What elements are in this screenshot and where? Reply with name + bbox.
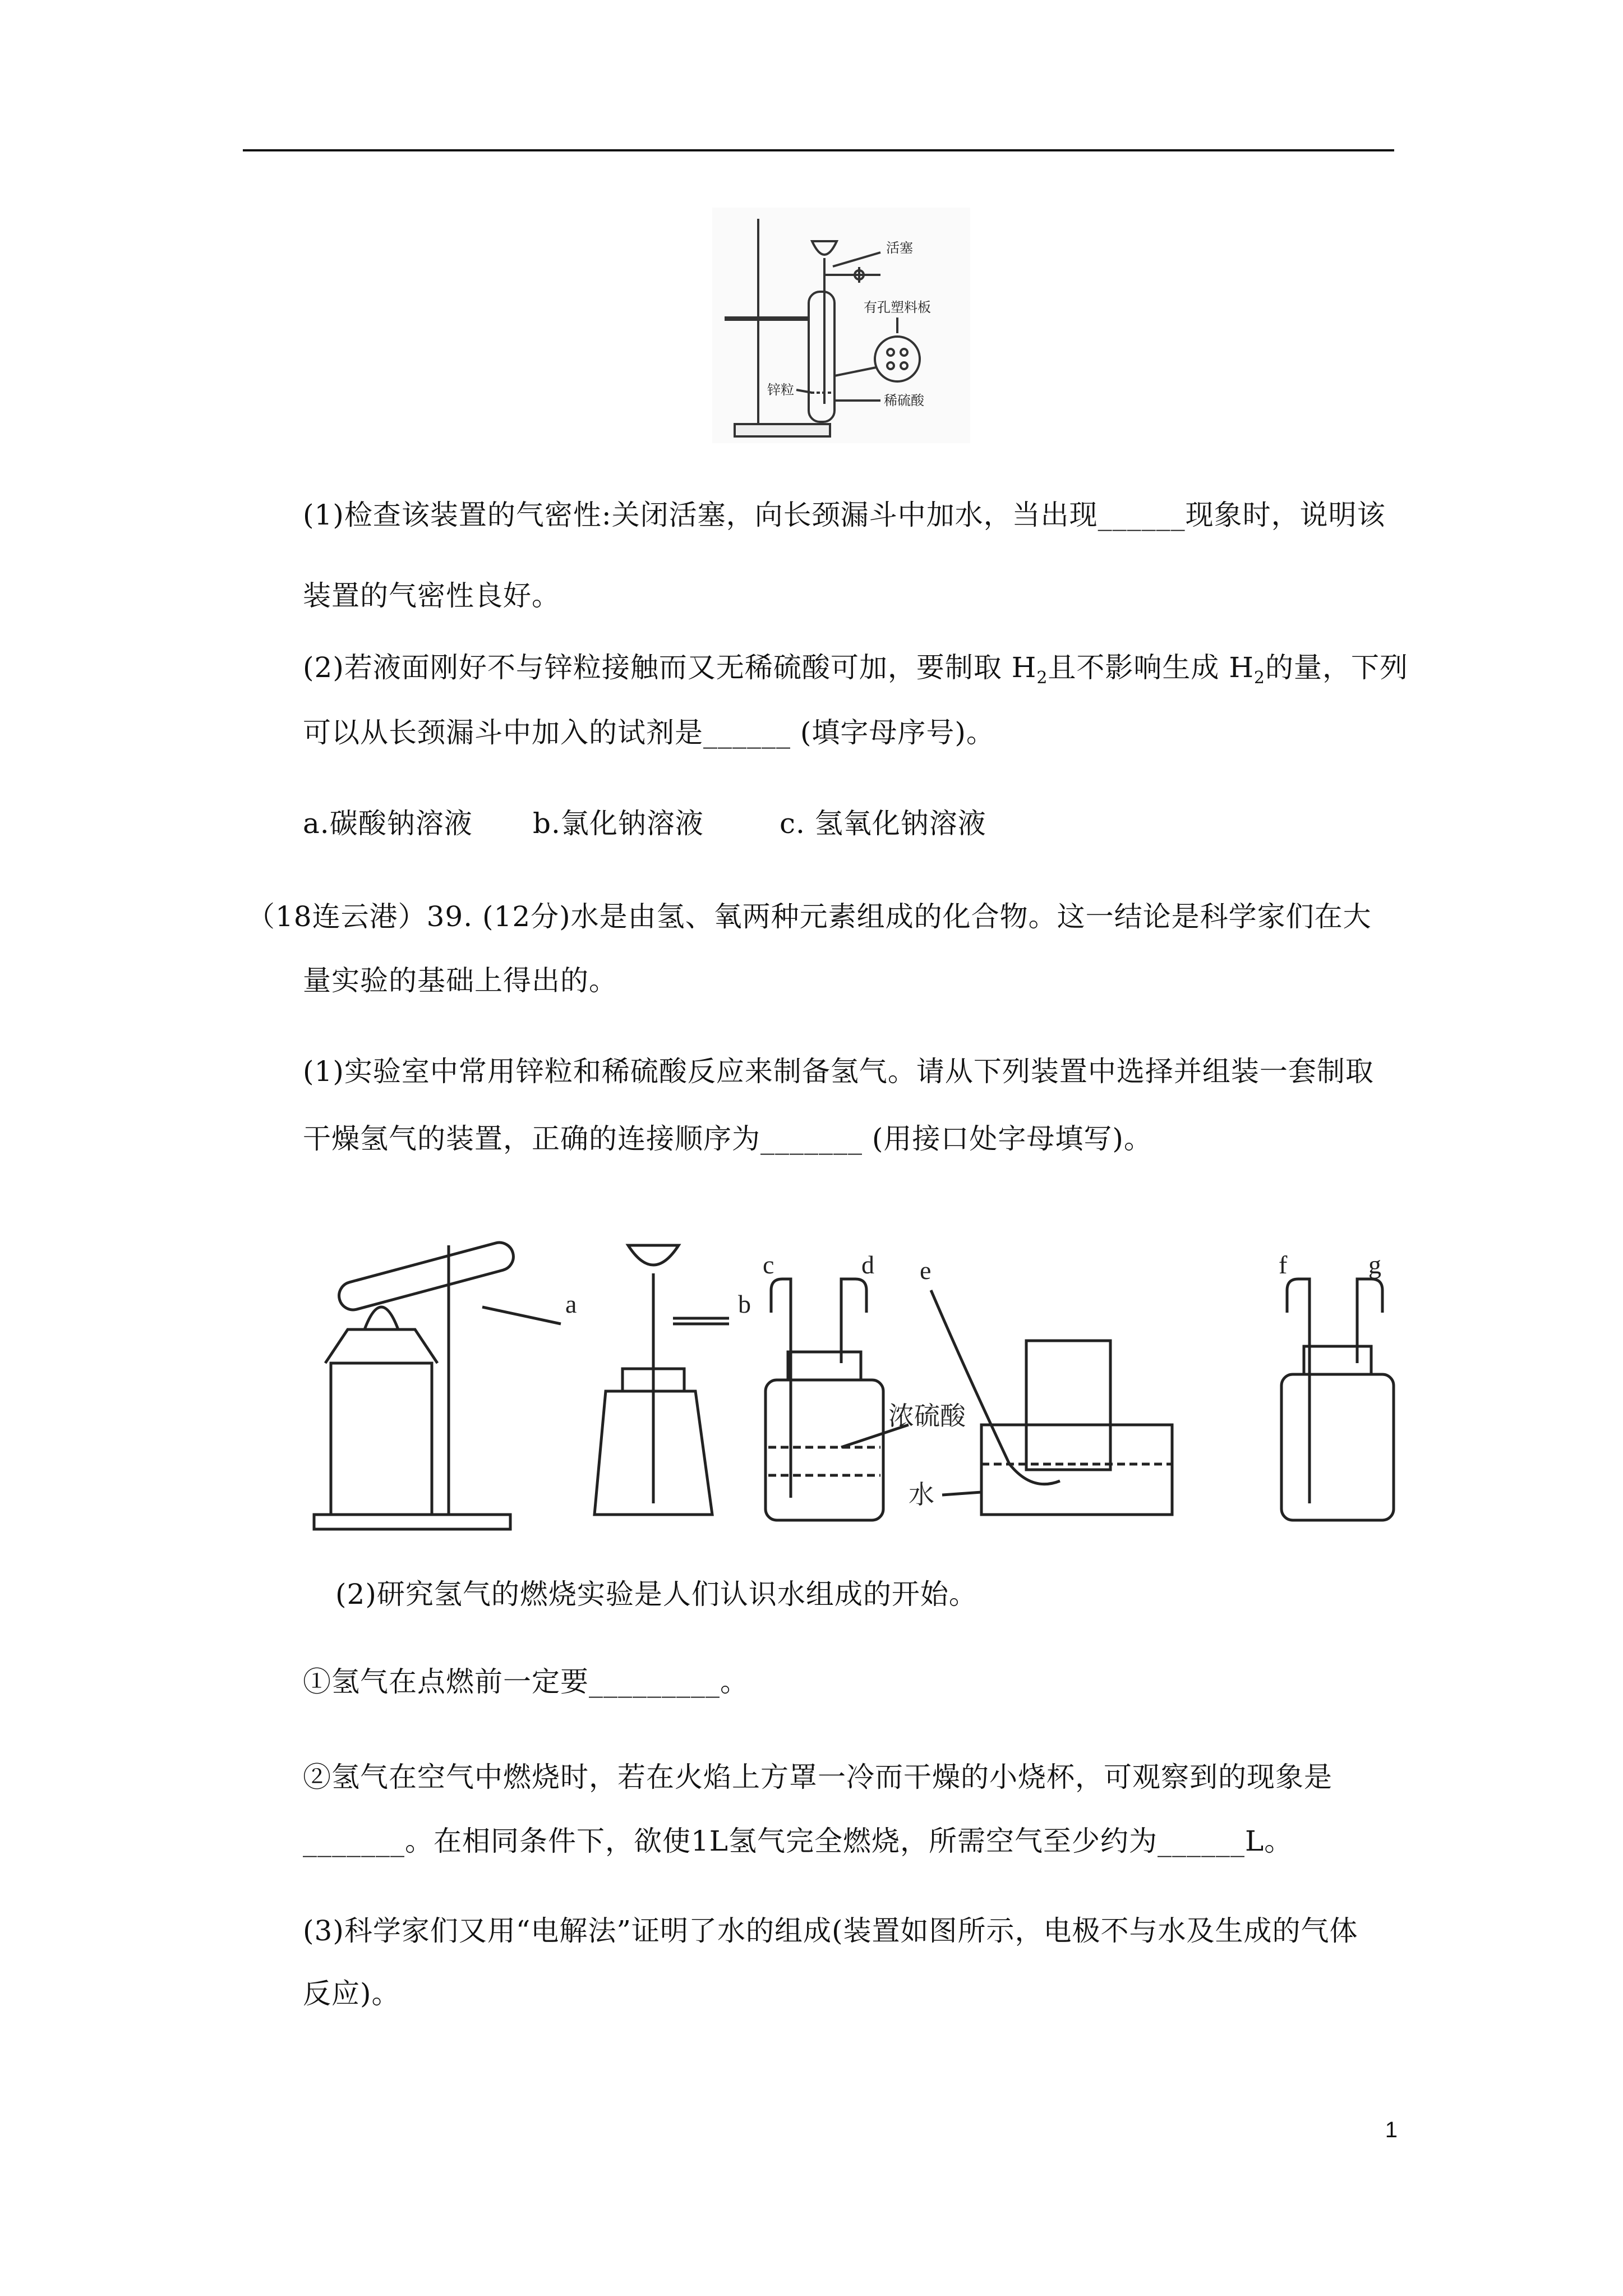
page-number: 1: [1385, 2118, 1398, 2142]
port-e-label: e: [920, 1256, 932, 1285]
q39-p2-item2-line2: _______。在相同条件下，欲使1L氢气完全燃烧，所需空气至少约为______L。: [303, 1825, 1293, 1857]
q-part2-text-b: 且不影响生成 H: [1048, 651, 1254, 684]
label-acid: 稀硫酸: [884, 393, 924, 408]
q39-p1-line2: 干燥氢气的装置，正确的连接顺序为_______ (用接口处字母填写)。: [303, 1122, 1152, 1155]
port-a-label: a: [565, 1290, 577, 1318]
subscript-2b: 2: [1253, 668, 1266, 688]
label-stopcock: 活塞: [886, 240, 913, 256]
subscript-2a: 2: [1036, 668, 1048, 688]
q39-intro-line2: 量实验的基础上得出的。: [303, 964, 617, 997]
port-f-label: f: [1279, 1250, 1288, 1279]
water-label: 水: [909, 1479, 934, 1510]
q39-p3-line2: 反应)。: [303, 1977, 400, 2010]
header-rule: [243, 149, 1394, 151]
option-b: b.氯化钠溶液: [533, 807, 704, 840]
port-d-label: d: [861, 1250, 874, 1279]
q-part2-text-a: (2)若液面刚好不与锌粒接触而又无稀硫酸可加，要制取 H: [303, 651, 1037, 684]
option-a: a.碳酸钠溶液: [303, 807, 473, 840]
port-g-label: g: [1368, 1250, 1381, 1279]
label-porous-plate: 有孔塑料板: [864, 300, 931, 315]
option-c: c. 氢氧化钠溶液: [780, 807, 986, 840]
hydrogen-generator-figure: [712, 208, 970, 443]
q-part1-line1: (1)检查该装置的气密性:关闭活塞，向长颈漏斗中加水，当出现______现象时，说明该: [303, 499, 1386, 531]
apparatus-figure: [303, 1200, 1396, 1537]
q39-p3-line1: (3)科学家们又用“电解法”证明了水的组成(装置如图所示，电极不与水及生成的气体: [303, 1915, 1358, 1947]
port-b-label: b: [738, 1290, 751, 1318]
q39-p2-intro: (2)研究氢气的燃烧实验是人们认识水组成的开始。: [335, 1578, 978, 1611]
q-part2-line2: 可以从长颈漏斗中加入的试剂是______ (填字母序号)。: [303, 716, 995, 749]
port-c-label: c: [763, 1250, 774, 1279]
q-part2-text-c: 的量，下列: [1265, 651, 1409, 684]
q-part2-line1: [303, 651, 1408, 695]
q39-p2-item2-line1: ②氢气在空气中燃烧时，若在火焰上方罩一冷而干燥的小烧杯，可观察到的现象是: [303, 1761, 1332, 1793]
conc-acid-label: 浓硫酸: [888, 1401, 966, 1431]
q39-p2-item1: ①氢气在点燃前一定要_________。: [303, 1665, 749, 1698]
q39-intro-line1: （18连云港）39. (12分)水是由氢、氧两种元素组成的化合物。这一结论是科学家们在大: [247, 900, 1372, 933]
q39-p1-line1: (1)实验室中常用锌粒和稀硫酸反应来制备氢气。请从下列装置中选择并组装一套制取: [303, 1055, 1374, 1088]
q-part1-line2: 装置的气密性良好。: [303, 579, 560, 612]
label-zinc: 锌粒: [767, 382, 794, 398]
